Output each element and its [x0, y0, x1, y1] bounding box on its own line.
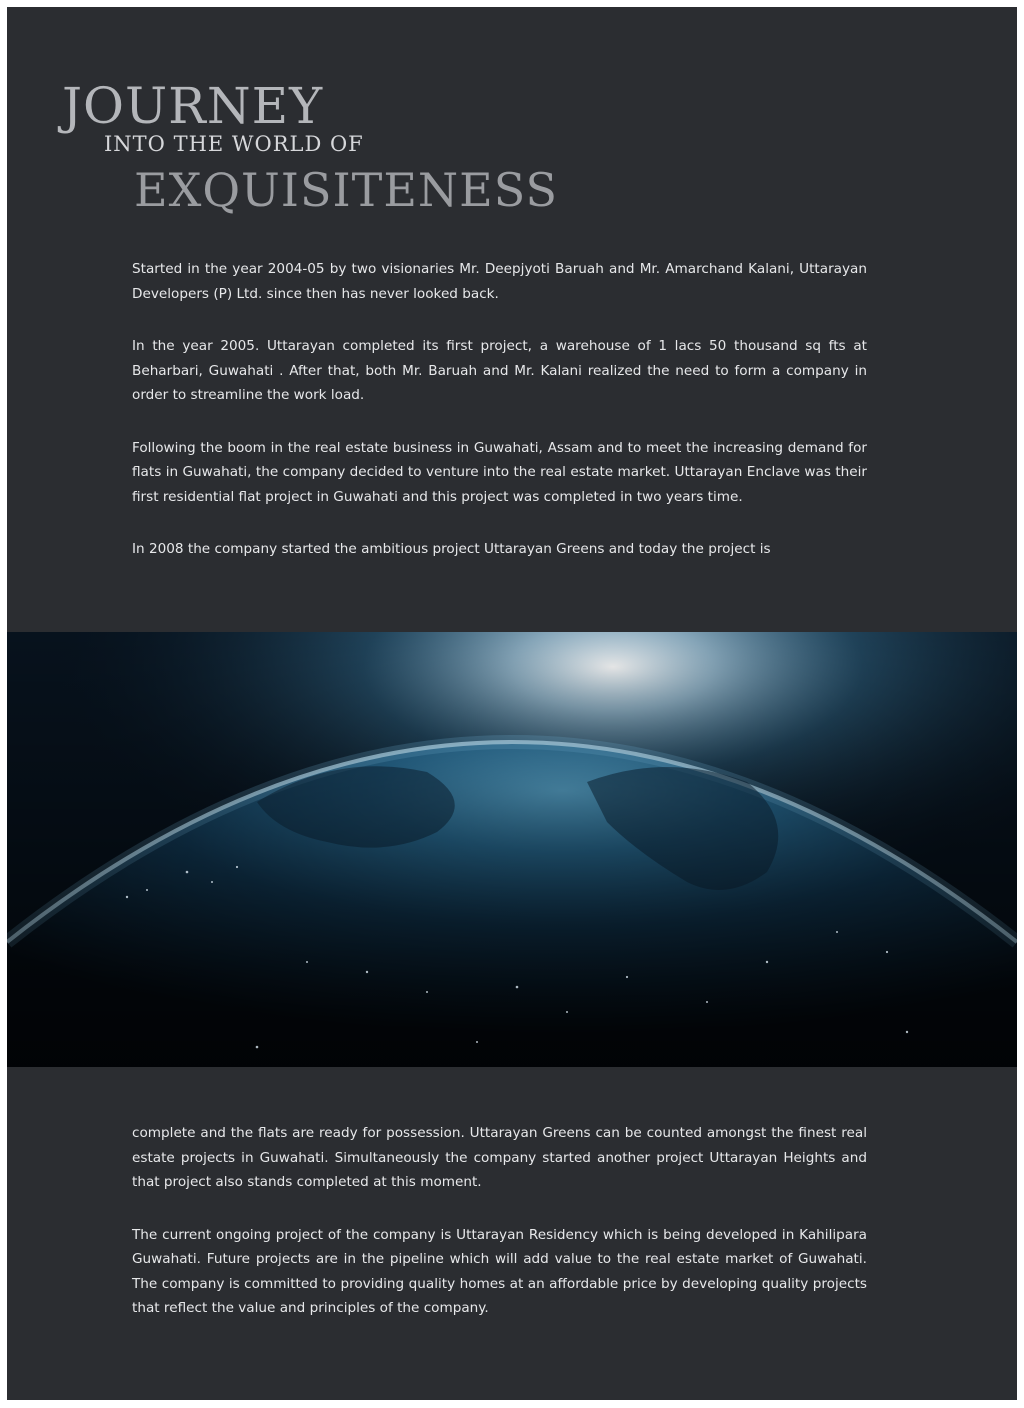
paragraph-first-project: In the year 2005. Uttarayan completed its first project, a warehouse of 1 lacs 50 thousand sq fts at Beharbari, Guwahati . After that, both Mr. Baruah and Mr. Kalani realized the need to form a company in order to streamline the work load.: [132, 338, 867, 403]
paragraph-real-estate-venture: Following the boom in the real estate business in Guwahati, Assam and to meet the increasing demand for flats in Guwahati, the company decided to venture into the real estate market. Uttarayan Enclave was their first residential flat project in Guwahati and this project was completed in two years time.: [132, 439, 867, 505]
paragraph-founding: Started in the year 2004-05 by two visionaries Mr. Deepjyoti Baruah and Mr. Amarchand Kalani, Uttarayan Developers (P) Ltd. since then has never looked back.: [132, 261, 867, 302]
heading-line-journey: JOURNEY: [62, 77, 324, 135]
heading-line-into-the-world-of: INTO THE WORLD OF: [104, 132, 364, 156]
brochure-page: [7, 7, 1017, 1400]
heading-line-exquisiteness: EXQUISITENESS: [134, 163, 558, 217]
continuation-text-block: [132, 1121, 867, 1349]
earth-horizon-image: [7, 632, 1017, 1067]
paragraph-uttarayan-greens-start: In 2008 the company started the ambitious project Uttarayan Greens and today the project is: [132, 541, 771, 557]
intro-text-block: [132, 257, 867, 590]
earth-illustration: [7, 632, 1017, 1067]
paragraph-current-projects: The current ongoing project of the company is Uttarayan Residency which is being developed in Kahilipara Guwahati. Future projects are in the pipeline which will add value to the real estate market of Guwahati. The company is committed to providing quality homes at an affordable price by developing quality projects that reflect the value and principles of the company.: [132, 1226, 867, 1316]
paragraph-greens-complete: complete and the flats are ready for possession. Uttarayan Greens can be counted amongst the finest real estate projects in Guwahati. Simultaneously the company started another project Uttarayan Heights and that project also stands completed at this moment.: [132, 1125, 867, 1190]
